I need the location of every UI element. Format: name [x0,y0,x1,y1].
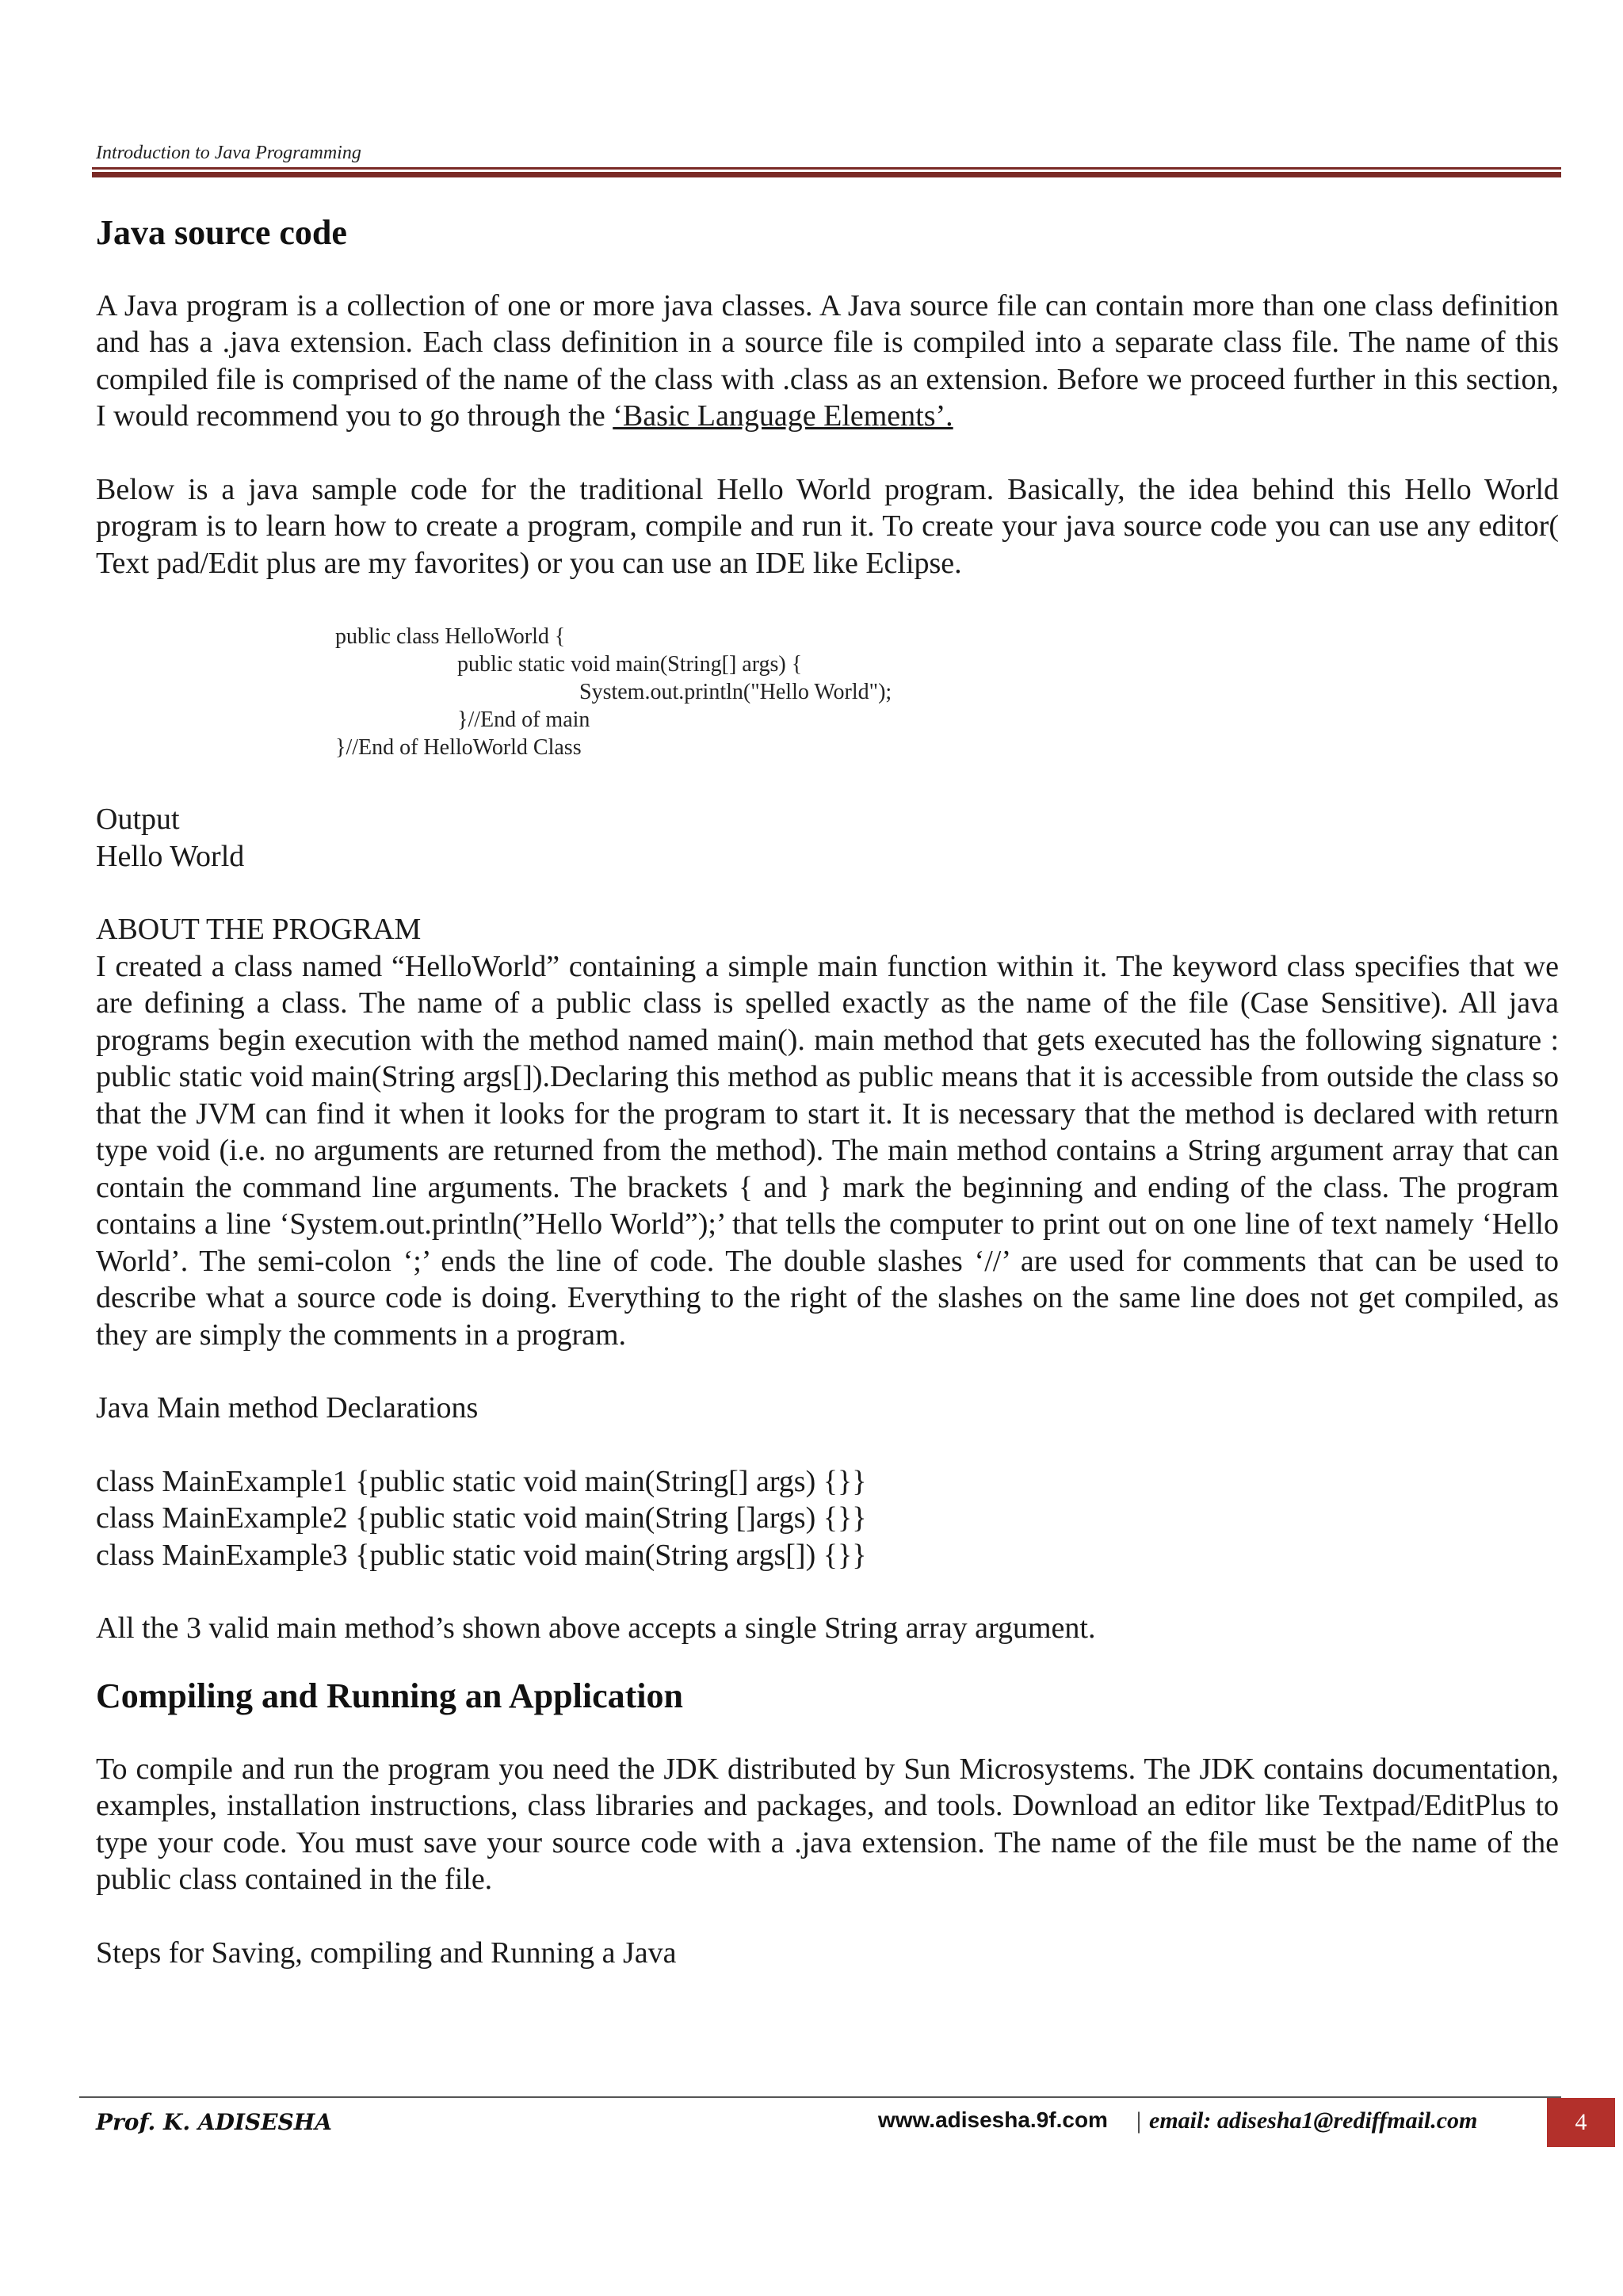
steps-heading: Steps for Saving, compiling and Running a Java [96,1936,677,1970]
about-heading: ABOUT THE PROGRAM [96,913,422,947]
section-heading-java-source-code: Java source code [96,213,347,252]
code-line: }//End of main [457,707,590,733]
code-line: }//End of HelloWorld Class [335,735,582,761]
code-line: System.out.println("Hello World"); [579,680,892,705]
header-rule-thick [92,172,1561,177]
main-example: class MainExample2 {public static void main(String []args) {}} [96,1501,867,1535]
header-rule-thin [92,167,1561,170]
output-value: Hello World [96,839,245,873]
footer-email-text[interactable]: email: adisesha1@rediffmail.com [1149,2107,1478,2134]
running-header: Introduction to Java Programming [96,143,361,163]
about-paragraph: I created a class named “HelloWorld” containing a simple main function within it. The keyword class specifies that we are defining a class. The name of a public class is spelled exactly as the name of the file (Case Sensitive). All java programs begin execution with the method named main(). main method that gets executed has the following signature : public static void main(String args[]).Declaring this method as public means that it is accessible from outside the class so that the JVM can find it when it looks for the program to start it. It is necessary that the method is declared with return type void (i.e. no arguments are returned from the method). The main method contains a String argument array that can contain the command line arguments. The brackets { and } mark the beginning and ending of the class. The program contains a line ‘System.out.println(”Hello World”);’ that tells the computer to print out on one line of text namely ‘Hello World’. The semi-colon ‘;’ ends the line of code. The double slashes ‘//’ are used for comments that can be used to describe what a source code is doing. Everything to the right of the slashes on the same line does not get compiled, as they are simply the comments in a program. [96,949,1559,1352]
code-line: public static void main(String[] args) { [457,652,803,677]
main-declarations-heading: Java Main method Declarations [96,1391,479,1425]
footer-email [1136,2107,1477,2134]
main-example: class MainExample1 {public static void main(String[] args) {}} [96,1464,867,1498]
footer-website[interactable]: www.adisesha.9f.com [878,2107,1108,2132]
main-example: class MainExample3 {public static void main(String args[]) {}} [96,1538,867,1572]
footer-rule [79,2096,1561,2098]
hello-world-description: Below is a java sample code for the traditional Hello World program. Basically, the idea behind this Hello World program is to learn how to create a program, compile and run it. To create your java source code you can use any editor( Text pad/Edit plus are my favorites) or you can use an IDE like Eclipse. [96,472,1559,580]
compiling-paragraph: To compile and run the program you need the JDK distributed by Sun Microsystems. The JDK contains documentation, examples, installation instructions, class libraries and packages, and tools. Download an editor like Textpad/EditPlus to type your code. You must save your source code with a .java extension. The name of the file must be the name of the public class contained in the file. [96,1752,1559,1897]
page-content [96,212,1559,1971]
page-number: 4 [1547,2098,1615,2147]
code-sample [335,623,1559,761]
basic-language-elements-link[interactable]: ‘Basic Language Elements’. [613,399,953,433]
output-label: Output [96,803,180,837]
intro-paragraph [96,288,1559,435]
section-heading-compiling: Compiling and Running an Application [96,1676,683,1715]
footer-author: Prof. K. ADISESHA [96,2109,332,2135]
code-line: public class HelloWorld { [335,624,566,650]
intro-text: A Java program is a collection of one or more java classes. A Java source file can contain more than one class definition and has a .java extension. Each class definition in a source file is compiled into a separate class file. The name of this compiled file is comprised of the name of the class with .class as an extension. Before we proceed further in this section, I would recommend you to go through the [96,288,1559,433]
footer-separator: | [1136,2107,1142,2134]
main-summary: All the 3 valid main method’s shown above accepts a single String array argument. [96,1611,1096,1646]
